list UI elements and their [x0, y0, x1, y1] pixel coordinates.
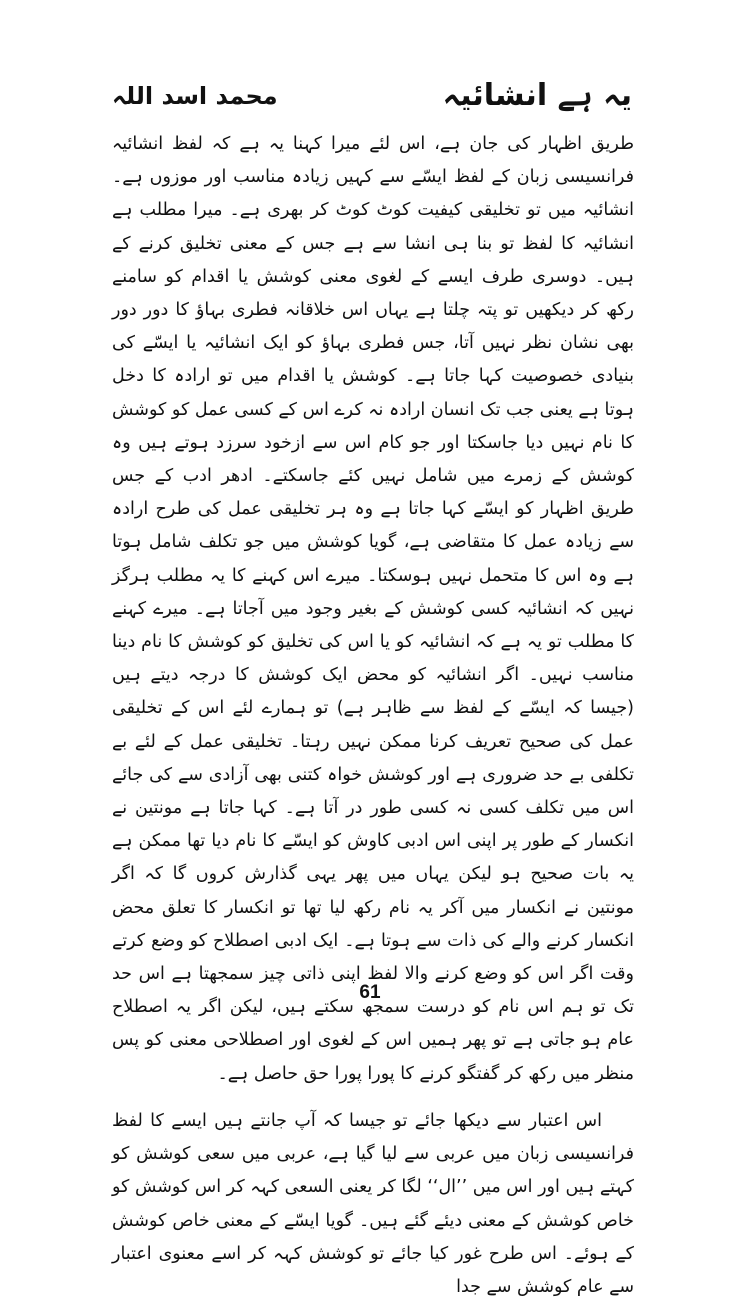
author-name: محمد اسد اللہ	[112, 82, 278, 110]
page-number: 61	[359, 982, 381, 1003]
paragraph-1: طریق اظہار کی جان ہے، اس لئے میرا کہنا یہ ہے کہ لفظ انشائیہ فرانسیسی زبان کے لفظ ایسّے سے کہیں زیادہ مناسب اور موزوں ہے۔ انشائیہ میں تو تخلیقی کیفیت کوٹ کوٹ کر بھری ہے۔ میرا مطلب ہے انشائیہ کا لفظ تو بنا ہی انشا سے ہے جس کے معنی تخلیق کرنے کے ہیں۔ دوسری طرف ایسے کے لغوی معنی کوشش یا اقدام کو سامنے رکھ کر دیکھیں تو پتہ چلتا ہے یہاں اس خلاقانہ فطری بہاؤ کا دور دور بھی نشان نظر نہیں آتا، جس فطری بہاؤ کو ایک انشائیہ یا ایسّے کی بنیادی خصوصیت کہا جاتا ہے۔ کوشش یا اقدام میں تو ارادہ کا دخل ہوتا ہے یعنی جب تک انسان ارادہ نہ کرے اس کے کسی عمل کو کوشش کا نام نہیں دیا جاسکتا اور جو کام اس سے ازخود سرزد ہوتے ہیں وہ کوشش کے زمرے میں شامل نہیں کئے جاسکتے۔ ادھر ادب کے جس طریق اظہار کو ایسّے کہا جاتا ہے وہ ہر تخلیقی عمل کی طرح ارادہ سے زیادہ عمل کا متقاضی ہے، گویا کوشش میں جو تکلف شامل ہوتا ہے وہ اس کا متحمل نہیں ہوسکتا۔ میرے اس کہنے کا یہ مطلب ہرگز نہیں کہ انشائیہ کسی کوشش کے بغیر وجود میں آجاتا ہے۔ میرے کہنے کا مطلب تو یہ ہے کہ انشائیہ کو یا اس کی تخلیق کو کوشش کا نام دینا مناسب نہیں۔ اگر انشائیہ کو محض ایک کوشش کا درجہ دیتے ہیں (جیسا کہ ایسّے کے لفظ سے ظاہر ہے) تو ہمارے لئے اس کے تخلیقی عمل کی صحیح تعریف کرنا ممکن نہیں رہتا۔ تخلیقی عمل کے لئے بے تکلفی بے حد ضروری ہے اور کوشش خواہ کتنی بھی آزادی سے کی جائے اس میں تکلف کسی نہ کسی طور در آتا ہے۔ کہا جاتا ہے مونتین نے انکسار کے طور پر اپنی اس ادبی کاوش کو ایسّے کا نام دیا تھا ممکن ہے یہ بات صحیح ہو لیکن یہاں میں پھر یہی گذارش کروں گا کہ اگر مونتین نے انکسار میں آکر یہ نام رکھ لیا تھا تو انکسار کا تعلق محض انکسار کرنے والے کی ذات سے ہوتا ہے۔ ایک ادبی اصطلاح کو وضع کرتے وقت اگر اس کو وضع کرنے والا لفظ اپنی ذاتی چیز سمجھتا ہے اس حد تک تو ہم اس نام کو درست سمجھ سکتے ہیں، لیکن اگر یہ اصطلاح عام ہو جاتی ہے تو پھر ہمیں اس کے لغوی اور اصطلاحی معنی کو پس منظر میں رکھ کر گفتگو کرنے کا پورا پورا حق حاصل ہے۔	[112, 134, 634, 1084]
paragraph-2: اس اعتبار سے دیکھا جائے تو جیسا کہ آپ جانتے ہیں ایسے کا لفظ فرانسیسی زبان میں عربی سے لیا گیا ہے، عربی میں سعی کوشش کو کہتے ہیں اور اس میں ’’ال‘‘ لگا کر یعنی السعی کہہ کر اس کوشش کو خاص کوشش کے معنی دیئے گئے ہیں۔ گویا ایسّے کے معنی خاص کوشش کے ہوئے۔ اس طرح غور کیا جائے تو کوشش کہہ کر اسے معنوی اعتبار سے عام کوشش سے جدا	[112, 1110, 634, 1297]
chapter-title: یہ ہے انشائیہ	[442, 78, 632, 113]
page-header	[112, 78, 632, 128]
